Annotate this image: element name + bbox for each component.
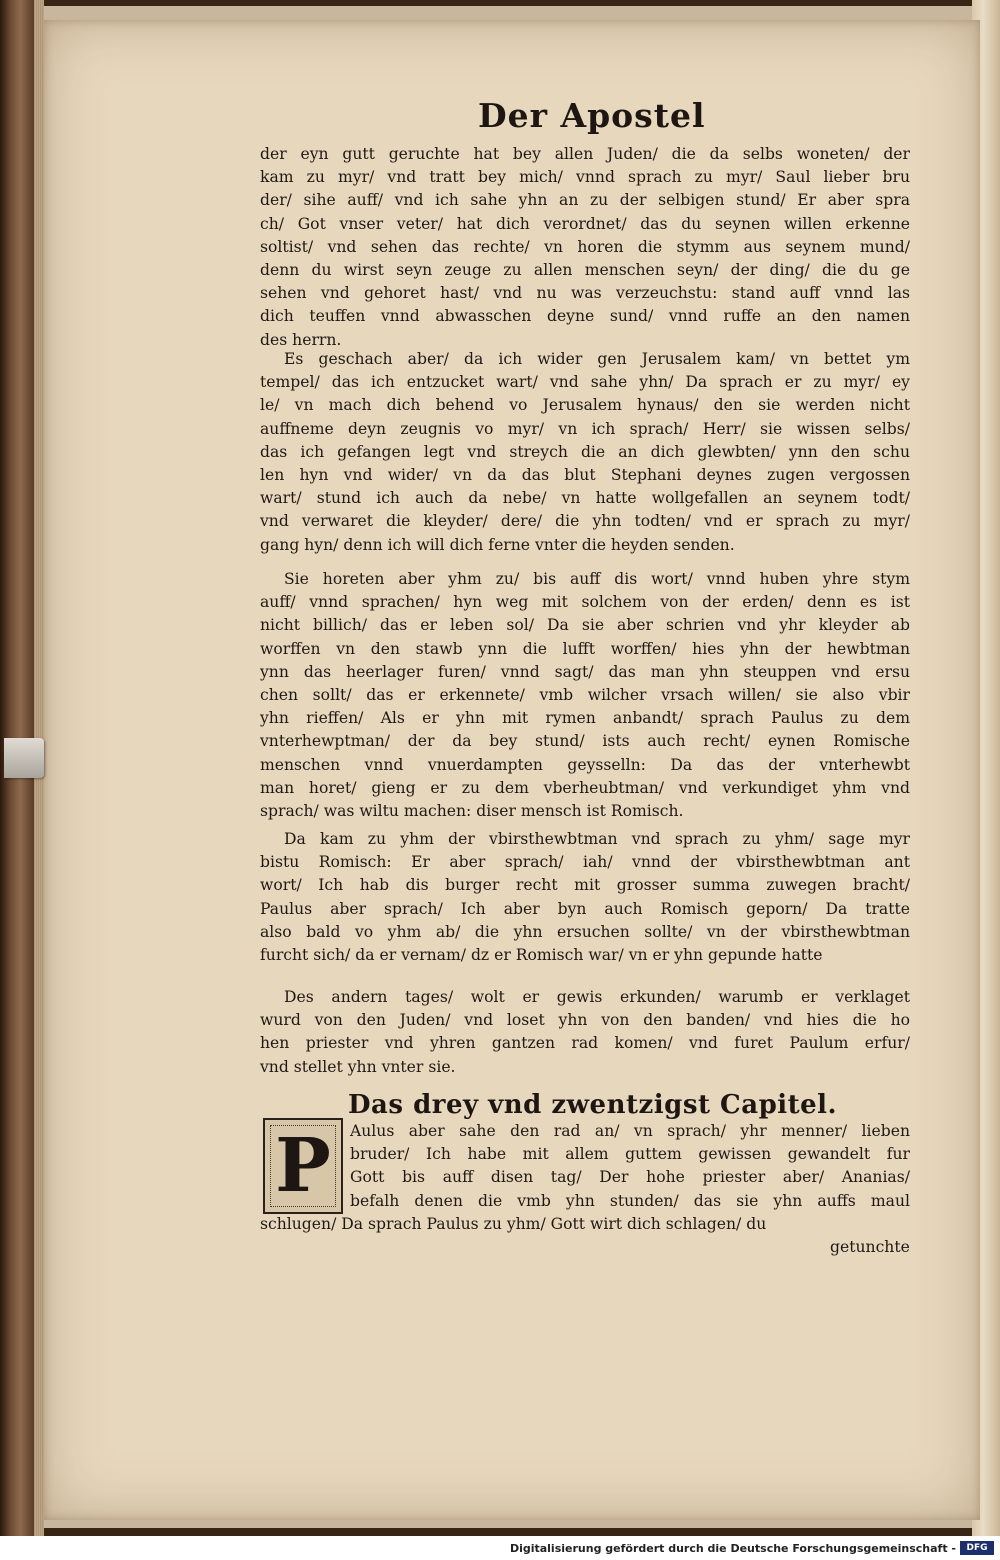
text-line: le/ vn mach dich behend vo Jerusalem hynaus/ den sie werden nicht xyxy=(260,396,910,415)
text-line: Des andern tages/ wolt er gewis erkunden/ warumb er verklaget xyxy=(284,988,910,1006)
text-line: Da kam zu yhm der vbirsthewbtman vnd sprach zu yhm/ sage myr xyxy=(284,830,910,848)
footer-bar xyxy=(0,1536,1000,1560)
text-line: Es geschach aber/ da ich wider gen Jerusalem kam/ vn bettet ym xyxy=(284,350,910,368)
text-line: Sie horeten aber yhm zu/ bis auff dis wort/ vnnd huben yhre stym xyxy=(284,570,910,588)
paragraph-1 xyxy=(260,143,910,352)
text-line: furcht sich/ da er vernam/ dz er Romisch war/ vn er yhn gepunde hatte xyxy=(260,946,823,965)
text-line: denn du wirst seyn zeuge zu allen menschen seyn/ der ding/ die du ge xyxy=(260,261,910,280)
text-line: Paulus aber sprach/ Ich aber byn auch Romisch geporn/ Da tratte xyxy=(260,899,910,918)
text-line: der eyn gutt geruchte hat bey allen Juden/ die da selbs woneten/ der xyxy=(260,145,910,163)
text-line: dich teuffen vnnd abwasschen deyne sund/ vnnd ruffe an den namen xyxy=(260,307,910,326)
text-line: also bald vo yhm ab/ die yhn ersuchen sollte/ vn der vbirsthewbtman xyxy=(260,922,910,941)
text-line: wart/ stund ich auch da nebe/ vn hatte wollgefallen an seynem todt/ xyxy=(260,489,910,508)
paragraph-3 xyxy=(260,568,910,823)
text-line: das ich gefangen legt vnd streych die an dich glewbten/ ynn den schu xyxy=(260,442,910,461)
text-line: Aulus aber sahe den rad an/ vn sprach/ yhr menner/ lieben xyxy=(350,1122,910,1140)
text-line: man horet/ gieng er zu dem vberheubtman/ vnd verkundiget yhm vnd xyxy=(260,778,910,797)
footer-credit: Digitalisierung gefördert durch die Deutsche Forschungsgemeinschaft - xyxy=(509,1542,956,1555)
text-line: schlugen/ Da sprach Paulus zu yhm/ Gott wirt dich schlagen/ du xyxy=(260,1214,767,1233)
text-line: sehen vnd gehoret hast/ vnd nu was verzeuchstu: stand auff vnnd las xyxy=(260,284,910,303)
text-line: sprach/ was wiltu machen: diser mensch ist Romisch. xyxy=(260,802,684,821)
paragraph-5 xyxy=(260,986,910,1079)
text-line: des herrn. xyxy=(260,330,342,349)
text-line: auffneme deyn zeugnis vo myr/ vn ich sprach/ Herr/ sie wissen selbs/ xyxy=(260,419,910,438)
text-line: wort/ Ich hab dis burger recht mit grosser summa zuwegen bracht/ xyxy=(260,876,910,895)
text-line: wurd von den Juden/ vnd loset yhn von den banden/ vnd hies die ho xyxy=(260,1011,910,1030)
text-line: worffen vn den stawb ynn die lufft worffen/ hies yhn der hewbtman xyxy=(260,639,910,658)
text-line: ch/ Got vnser veter/ hat dich verordnet/ das du seynen willen erkenne xyxy=(260,214,910,233)
chapter-heading: Das drey vnd zwentzigst Capitel. xyxy=(348,1090,838,1120)
text-line: gang hyn/ denn ich will dich ferne vnter die heyden senden. xyxy=(260,535,735,554)
text-line: der/ sihe auff/ vnd ich sahe yhn an zu der selbigen stund/ Er aber spra xyxy=(260,191,910,210)
text-line: chen sollt/ das er erkennete/ vmb wilcher vrsach willen/ sie also vbir xyxy=(260,686,910,705)
dfg-logo: DFG xyxy=(960,1541,994,1555)
text-line: hen priester vnd yhren gantzen rad komen/ vnd furet Paulum erfur/ xyxy=(260,1034,910,1053)
text-line: vnd verwaret die kleyder/ dere/ die yhn todten/ vnd er sprach zu myr/ xyxy=(260,512,910,531)
text-line: Gott bis auff disen tag/ Der hohe priester aber/ Ananias/ xyxy=(350,1168,910,1187)
text-line: bistu Romisch: Er aber sprach/ iah/ vnnd der vbirsthewbtman ant xyxy=(260,853,910,872)
paragraph-2 xyxy=(260,348,910,557)
paragraph-4 xyxy=(260,828,910,967)
text-line: vnd stellet yhn vnter sie. xyxy=(260,1057,456,1076)
text-line: yhn rieffen/ Als er yhn mit rymen anbandt/ sprach Paulus zu dem xyxy=(260,709,910,728)
text-line: len hyn vnd wider/ vn da das blut Stephani deynes zugen vergossen xyxy=(260,466,910,485)
text-line: tempel/ das ich entzucket wart/ vnd sahe yhn/ Da sprach er zu myr/ ey xyxy=(260,373,910,392)
running-head: Der Apostel xyxy=(478,96,706,135)
paragraph-6 xyxy=(260,1120,910,1236)
text-line: befalh denen die vmb yhn stunden/ das sie yhn auffs maul xyxy=(350,1191,910,1210)
text-line: kam zu myr/ vnd tratt bey mich/ vnnd sprach zu myr/ Saul lieber bru xyxy=(260,168,910,187)
text-line: vnterhewptman/ der da bey stund/ ists auch recht/ eynen Romische xyxy=(260,732,910,751)
text-line: ynn das heerlager furen/ vnnd sagt/ das man yhn steuppen vnd ersu xyxy=(260,662,910,681)
text-line: nicht billich/ das er leben sol/ Da sie aber schrien vnd yhr kleyder ab xyxy=(260,616,910,635)
text-line: bruder/ Ich habe mit allem guttem gewissen gewandelt fur xyxy=(350,1145,910,1164)
catchword: getunchte xyxy=(830,1238,910,1256)
text-line: menschen vnnd vnuerdampten geysselln: Da das der vnterhewbt xyxy=(260,755,910,774)
initial-letter: P xyxy=(275,1123,331,1209)
text-line: soltist/ vnd sehen das rechte/ vn horen die stymm aus seynem mund/ xyxy=(260,237,910,256)
text-line: auff/ vnnd sprachen/ hyn weg mit solchem von der erden/ denn es ist xyxy=(260,593,910,612)
clip-tab xyxy=(4,738,44,778)
